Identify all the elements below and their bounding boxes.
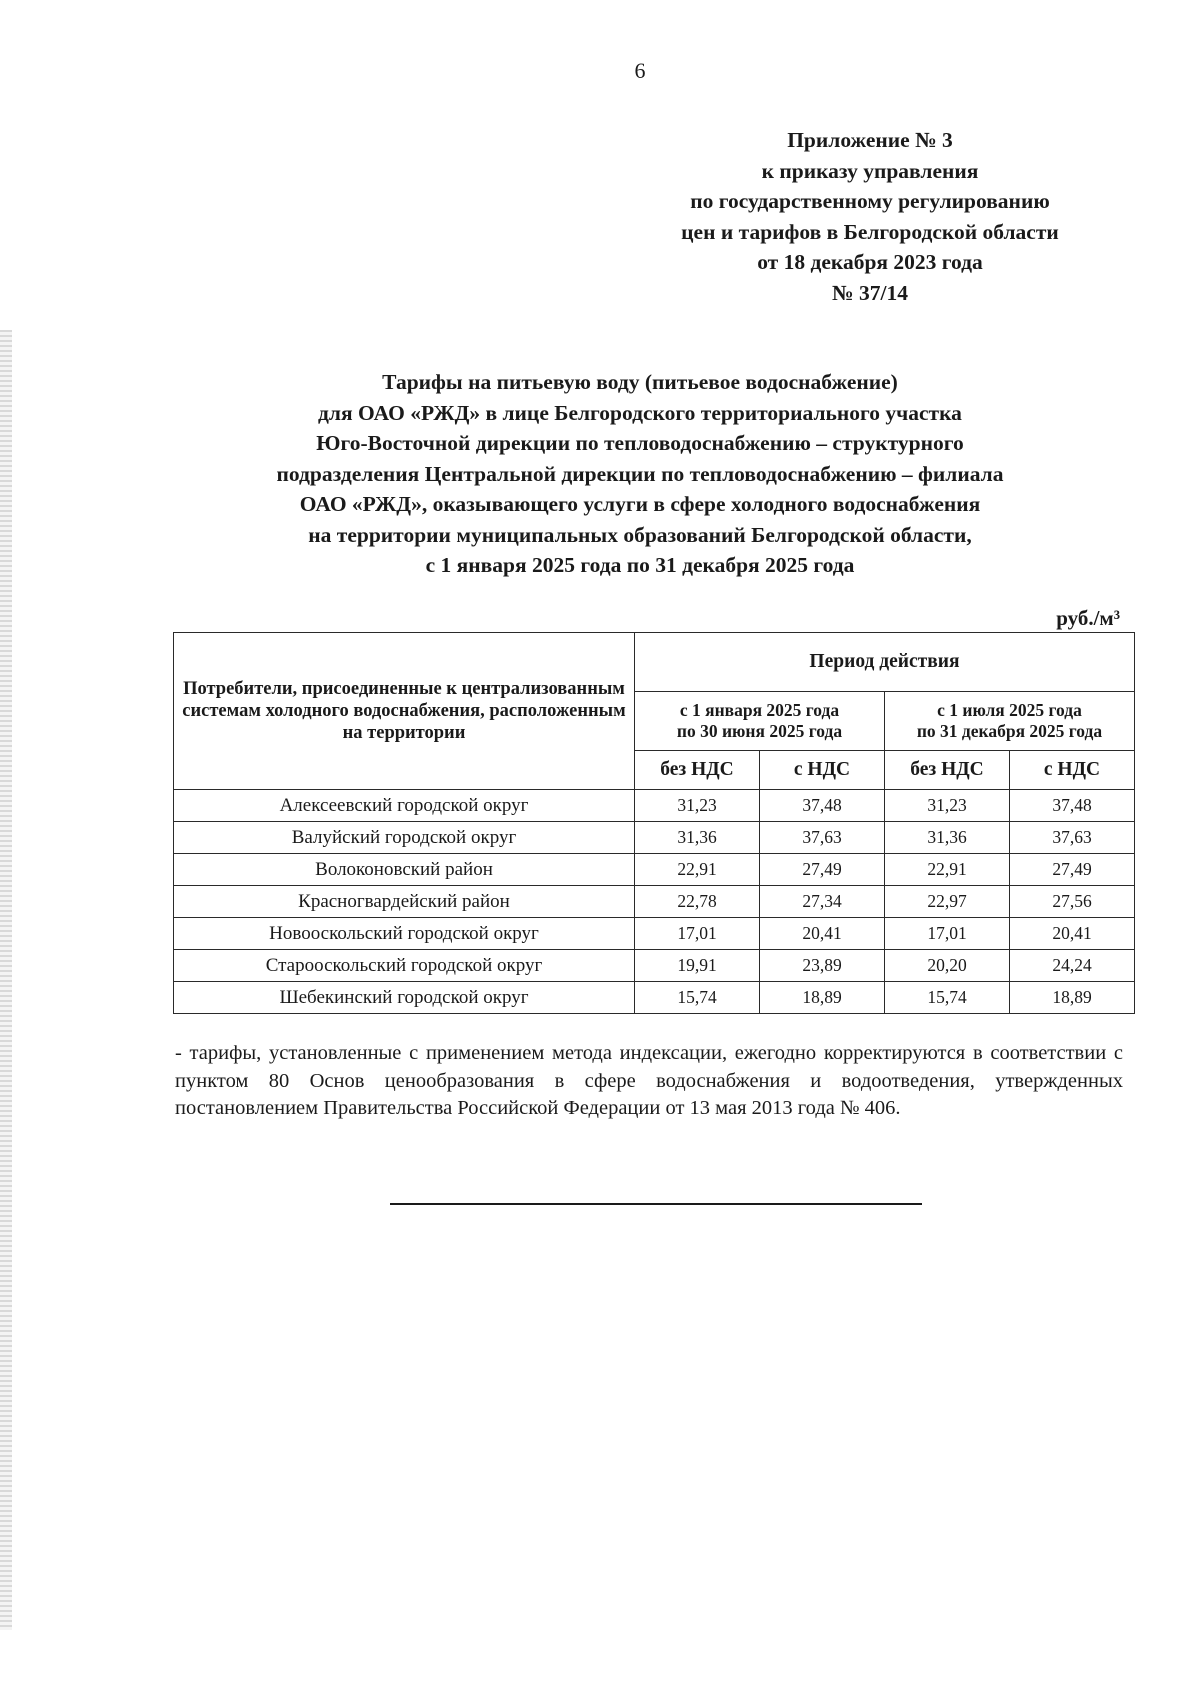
- vat-header: без НДС: [635, 751, 760, 790]
- tariff-cell: 37,63: [1010, 822, 1135, 854]
- tariff-cell: 31,36: [635, 822, 760, 854]
- tariff-cell: 20,20: [885, 950, 1010, 982]
- tariff-table: [173, 632, 1135, 1014]
- tariff-cell: 22,91: [885, 854, 1010, 886]
- title-line: для ОАО «РЖД» в лице Белгородского территориального участка: [318, 400, 962, 425]
- tariff-cell: 24,24: [1010, 950, 1135, 982]
- title-line: подразделения Центральной дирекции по тепловодоснабжению – филиала: [276, 461, 1004, 486]
- title-line: с 1 января 2025 года по 31 декабря 2025 года: [425, 553, 855, 577]
- units-label: руб./м³: [1056, 606, 1120, 630]
- vat-header: с НДС: [760, 751, 885, 790]
- period-second-half: [885, 692, 1135, 751]
- tariff-cell: 20,41: [1010, 918, 1135, 950]
- tariff-cell: 37,48: [1010, 790, 1135, 822]
- tariff-cell: 37,63: [760, 822, 885, 854]
- appendix-line: № 37/14: [832, 280, 908, 305]
- table-row: [174, 982, 1135, 1014]
- appendix-line: от 18 декабря 2023 года: [757, 250, 983, 274]
- tariff-cell: 31,23: [635, 790, 760, 822]
- district-cell: Старооскольский городской округ: [174, 950, 635, 982]
- tariff-cell: 27,34: [760, 886, 885, 918]
- tariff-cell: 22,91: [635, 854, 760, 886]
- tariff-cell: 20,41: [760, 918, 885, 950]
- appendix-line: цен и тарифов в Белгородской области: [681, 219, 1059, 244]
- period-line: по 30 июня 2025 года: [676, 721, 843, 741]
- tariff-cell: 23,89: [760, 950, 885, 982]
- appendix-block: [620, 125, 1120, 308]
- end-rule: [390, 1203, 922, 1205]
- page-number: 6: [634, 58, 646, 83]
- district-cell: Новооскольский городской округ: [174, 918, 635, 950]
- tariff-cell: 31,23: [885, 790, 1010, 822]
- tariff-cell: 31,36: [885, 822, 1010, 854]
- title-line: на территории муниципальных образований Белгородской области,: [308, 522, 972, 547]
- document-title: [170, 367, 1110, 581]
- appendix-line: к приказу управления: [761, 158, 979, 183]
- period-line: с 1 июля 2025 года: [937, 700, 1082, 720]
- period-header: Период действия: [635, 633, 1135, 692]
- tariff-cell: 17,01: [635, 918, 760, 950]
- tariff-cell: 22,78: [635, 886, 760, 918]
- table-row: [174, 790, 1135, 822]
- tariff-cell: 37,48: [760, 790, 885, 822]
- district-cell: Валуйский городской округ: [174, 822, 635, 854]
- scan-edge-strip: [0, 330, 12, 1630]
- table-row: [174, 886, 1135, 918]
- district-cell: Волоконовский район: [174, 854, 635, 886]
- tariff-cell: 18,89: [760, 982, 885, 1014]
- district-cell: Шебекинский городской округ: [174, 982, 635, 1014]
- consumers-header: Потребители, присоединенные к централизованным системам холодного водоснабжения, расположенным на территории: [174, 633, 635, 790]
- table-row: [174, 854, 1135, 886]
- appendix-line: Приложение № 3: [787, 128, 953, 152]
- table-row: [174, 822, 1135, 854]
- table-row: [174, 950, 1135, 982]
- footnote: - тарифы, установленные с применением метода индексации, ежегодно корректируются в соответствии с пунктом 80 Основ ценообразования в сфере водоснабжения и водоотведения, утвержденных постановлением Правительства Российской Федерации от 13 мая 2013 года № 406.: [175, 1042, 1123, 1119]
- appendix-line: по государственному регулированию: [690, 189, 1050, 213]
- district-cell: Алексеевский городской округ: [174, 790, 635, 822]
- title-line: ОАО «РЖД», оказывающего услуги в сфере холодного водоснабжения: [299, 492, 981, 516]
- tariff-cell: 19,91: [635, 950, 760, 982]
- tariff-cell: 15,74: [635, 982, 760, 1014]
- title-line: Юго-Восточной дирекции по тепловодоснабжению – структурного: [316, 431, 964, 455]
- title-line: Тарифы на питьевую воду (питьевое водоснабжение): [382, 370, 898, 394]
- tariff-cell: 27,49: [760, 854, 885, 886]
- period-line: с 1 января 2025 года: [679, 700, 840, 720]
- tariff-cell: 15,74: [885, 982, 1010, 1014]
- district-cell: Красногвардейский район: [174, 886, 635, 918]
- vat-header: с НДС: [1010, 751, 1135, 790]
- period-first-half: [635, 692, 885, 751]
- tariff-cell: 27,56: [1010, 886, 1135, 918]
- tariff-cell: 27,49: [1010, 854, 1135, 886]
- tariff-cell: 22,97: [885, 886, 1010, 918]
- tariff-cell: 18,89: [1010, 982, 1135, 1014]
- table-row: [174, 918, 1135, 950]
- period-line: по 31 декабря 2025 года: [916, 721, 1103, 741]
- tariff-cell: 17,01: [885, 918, 1010, 950]
- vat-header: без НДС: [885, 751, 1010, 790]
